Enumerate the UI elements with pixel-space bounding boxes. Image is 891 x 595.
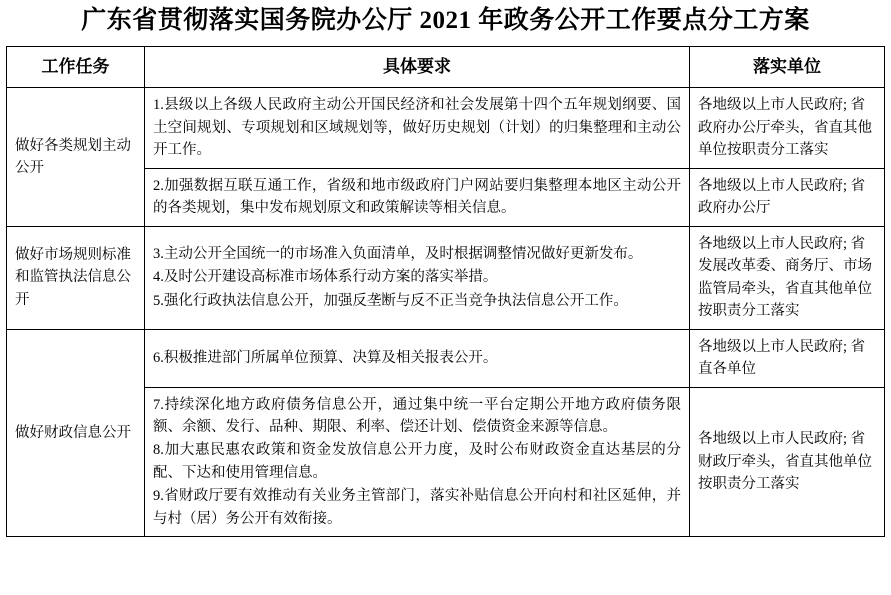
unit-cell: 各地级以上市人民政府; 省政府办公厅 xyxy=(690,168,885,226)
requirement-cell xyxy=(145,168,690,226)
page-title: 广东省贯彻落实国务院办公厅 2021 年政务公开工作要点分工方案 xyxy=(81,7,810,34)
table-row xyxy=(7,88,885,168)
requirement-item: 2.加强数据互联互通工作，省级和地市级政府门户网站要归集整理本地区主动公开的各类规划，集中发布规划原文和政策解读等相关信息。 xyxy=(153,177,681,217)
table-row xyxy=(7,226,885,329)
unit-cell: 各地级以上市人民政府; 省政府办公厅牵头，省直其他单位按职责分工落实 xyxy=(690,88,885,168)
task-cell: 做好各类规划主动公开 xyxy=(7,88,145,226)
unit-cell: 各地级以上市人民政府; 省发展改革委、商务厅、市场监管局牵头，省直其他单位按职责分工落实 xyxy=(690,226,885,329)
requirement-cell xyxy=(145,329,690,387)
requirement-item: 6.积极推进部门所属单位预算、决算及相关报表公开。 xyxy=(153,349,498,366)
unit-cell: 各地级以上市人民政府; 省直各单位 xyxy=(690,329,885,387)
requirement-item: 3.主动公开全国统一的市场准入负面清单，及时根据调整情况做好更新发布。 xyxy=(153,245,643,262)
requirement-item: 5.强化行政执法信息公开，加强反垄断与反不正当竞争执法信息公开工作。 xyxy=(153,292,628,309)
table-row xyxy=(7,329,885,387)
task-cell: 做好财政信息公开 xyxy=(7,329,145,537)
unit-cell: 各地级以上市人民政府; 省财政厅牵头，省直其他单位按职责分工落实 xyxy=(690,387,885,537)
requirement-item: 7.持续深化地方政府债务信息公开，通过集中统一平台定期公开地方政府债务限额、余额、发行、品种、期限、利率、偿还计划、偿债资金来源等信息。 xyxy=(153,396,681,435)
column-header-requirement: 具体要求 xyxy=(145,47,690,88)
requirement-cell xyxy=(145,226,690,329)
requirement-item: 8.加大惠民惠农政策和资金发放信息公开力度，及时公布财政资金直达基层的分配、下达和使用管理信息。 xyxy=(153,442,681,481)
requirement-cell xyxy=(145,88,690,168)
work-plan-table xyxy=(6,46,885,537)
task-cell: 做好市场规则标准和监管执法信息公开 xyxy=(7,226,145,329)
requirement-item: 1.县级以上各级人民政府主动公开国民经济和社会发展第十四个五年规划纲要、国土空间规划、专项规划和区域规划等，做好历史规划（计划）的归集整理和主动公开工作。 xyxy=(153,97,681,159)
column-header-unit: 落实单位 xyxy=(690,47,885,88)
requirement-item: 4.及时公开建设高标准市场体系行动方案的落实举措。 xyxy=(153,269,498,286)
document-page xyxy=(0,6,891,595)
column-header-task: 工作任务 xyxy=(7,47,145,88)
table-header-row xyxy=(7,47,885,88)
requirement-item: 9.省财政厅要有效推动有关业务主管部门，落实补贴信息公开向村和社区延伸，并与村（居）务公开有效衔接。 xyxy=(153,488,681,527)
requirement-cell xyxy=(145,387,690,537)
